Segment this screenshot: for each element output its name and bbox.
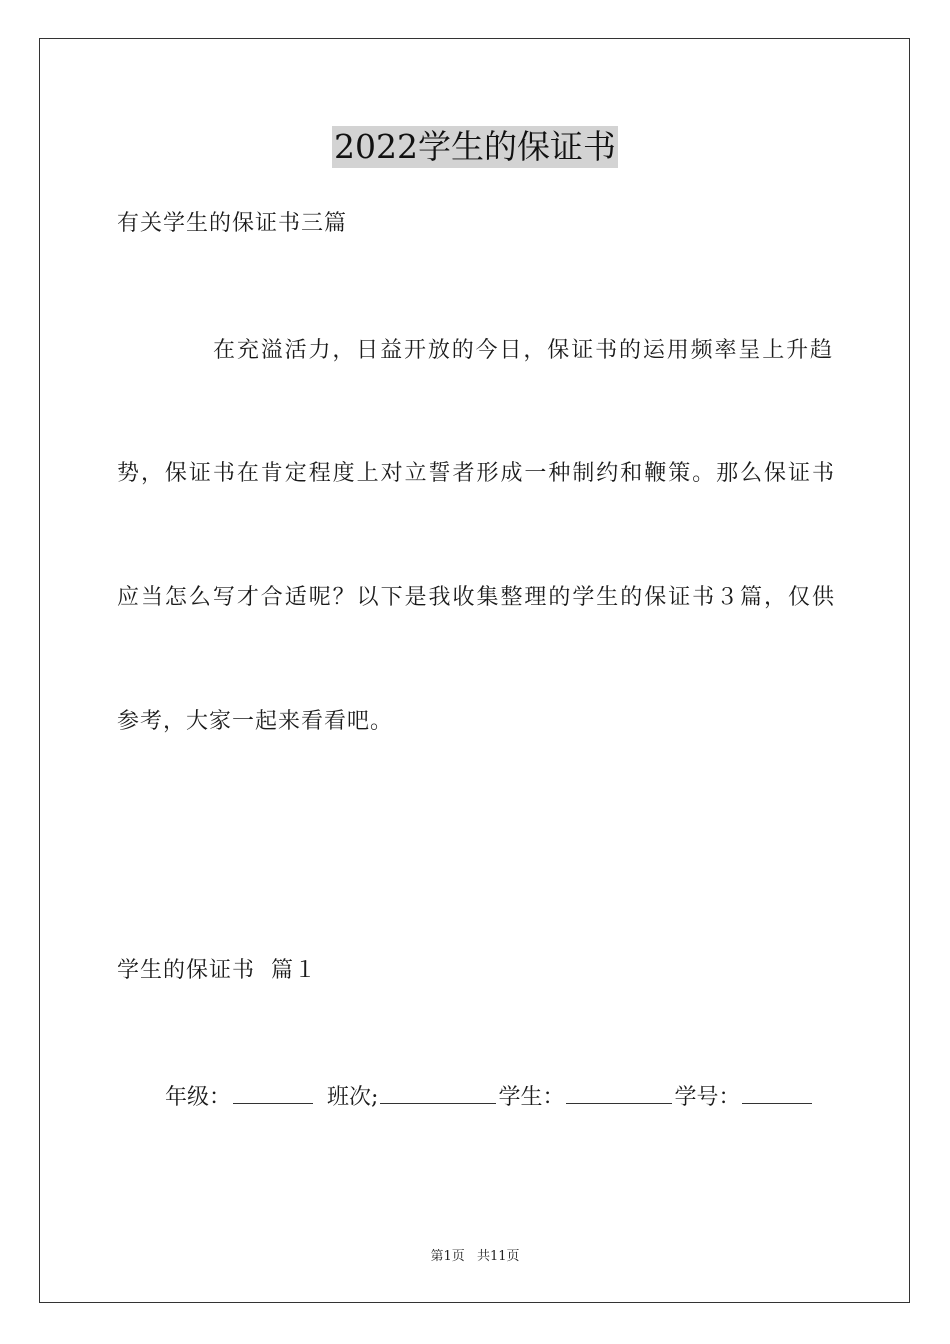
page-number: 第1页	[430, 1249, 465, 1264]
intro-line-2: 势，保证书在肯定程度上对立誓者形成一种制约和鞭策。那么保证书	[117, 461, 834, 486]
document-title: 2022学生的保证书	[334, 127, 616, 166]
title-container	[0, 126, 950, 168]
intro-line-3: 应当怎么写才合适呢？以下是我收集整理的学生的保证书３篇，仅供	[117, 585, 834, 610]
grade-label: 年级：	[165, 1085, 232, 1110]
student-name-field[interactable]	[566, 1081, 672, 1104]
student-label: 学生：	[498, 1085, 565, 1110]
section-heading: 学生的保证书 篇１	[117, 958, 317, 983]
document-subtitle: 有关学生的保证书三篇	[117, 211, 348, 236]
class-label: 班次;	[327, 1085, 379, 1110]
total-pages: 共11页	[476, 1249, 520, 1264]
student-info-form	[165, 1081, 814, 1113]
class-field[interactable]	[380, 1081, 496, 1104]
number-label: 学号：	[674, 1085, 741, 1110]
student-number-field[interactable]	[742, 1081, 812, 1104]
intro-line-1: 在充溢活力，日益开放的今日，保证书的运用频率呈上升趋	[213, 338, 832, 363]
page-footer	[0, 1248, 950, 1266]
grade-field[interactable]	[233, 1081, 313, 1104]
intro-line-4: 参考，大家一起来看看吧。	[117, 709, 394, 734]
